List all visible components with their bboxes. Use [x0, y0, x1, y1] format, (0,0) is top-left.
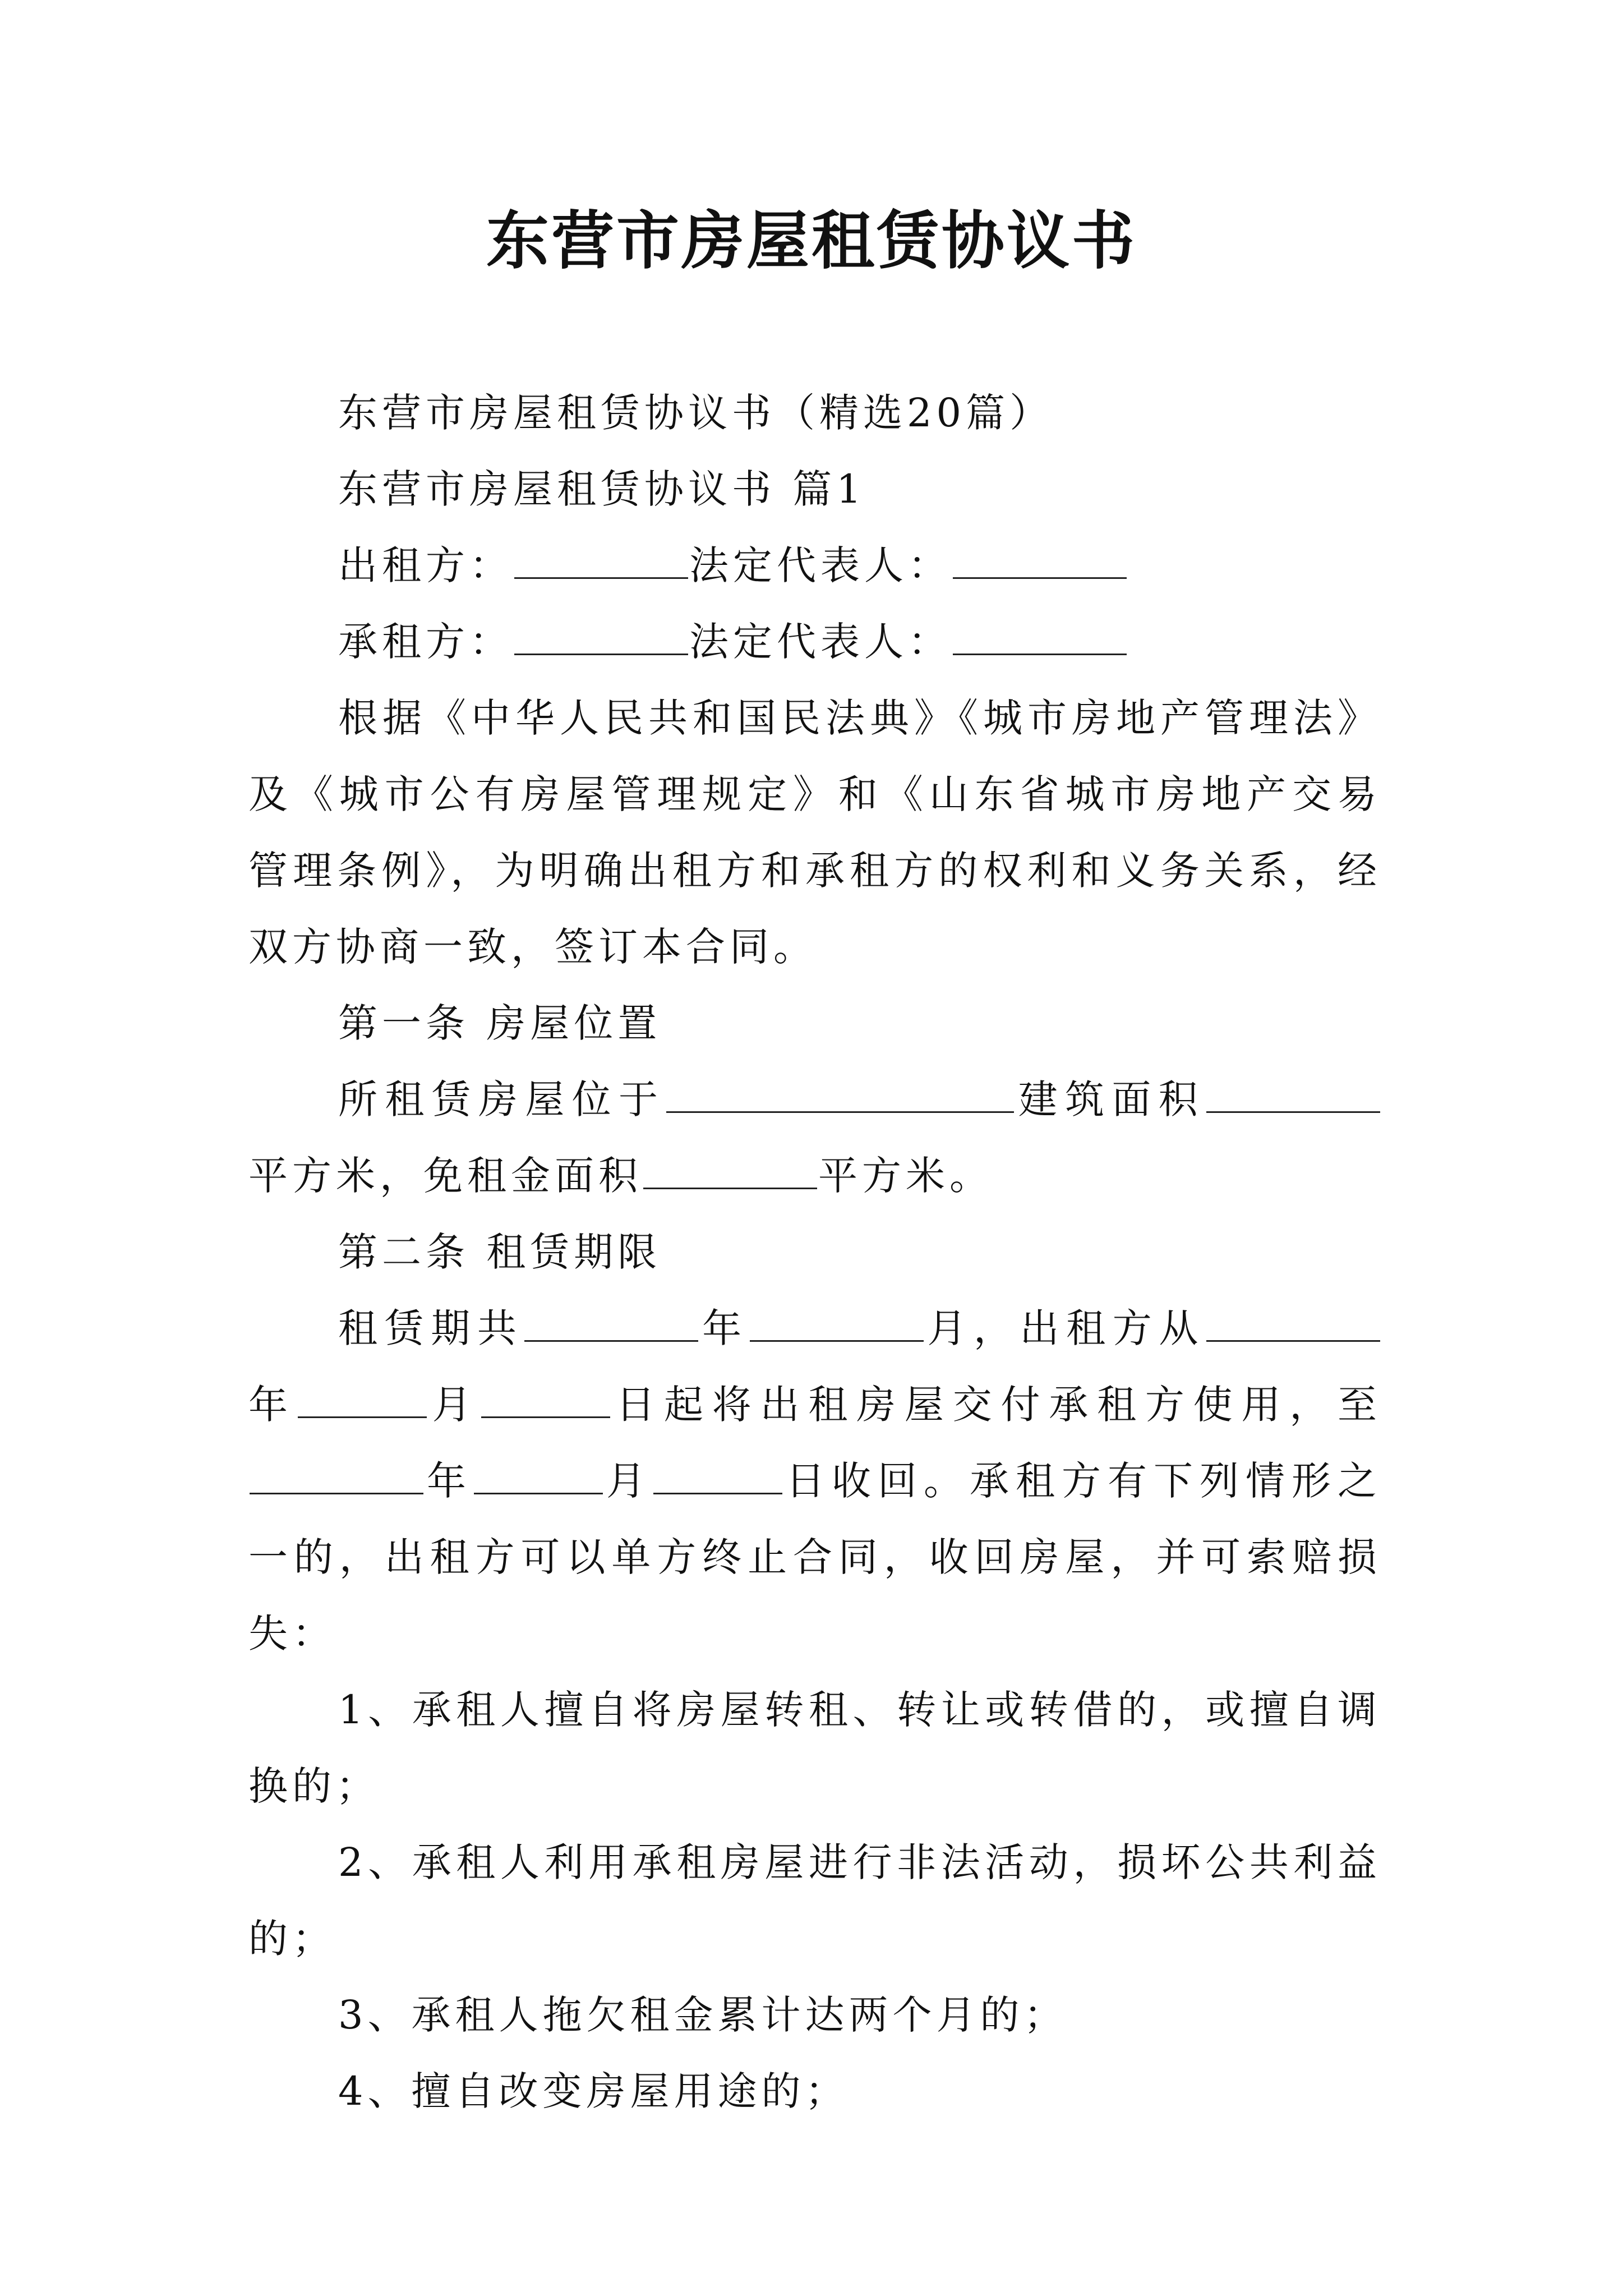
document-title: 东营市房屋租赁协议书: [486, 204, 1137, 278]
article2-text-6: 日起将出租房屋交付承租方使用，至: [611, 1382, 1382, 1428]
termination-item-2: 2、承租人利用承租房屋进行非法活动，损坏公共利益的；: [248, 1839, 1381, 1962]
preamble-paragraph: 根据《中华人民共和国民法典》《城市房地产管理法》及《城市公有房屋管理规定》和《山东省城市房地产交易管理条例》，为明确出租方和承租方的权利和义务关系，经双方协商一致，签订本合同。: [248, 695, 1381, 970]
termination-item-4: 4、擅自改变房屋用途的；: [338, 2068, 849, 2114]
start-year-blank: [1206, 1301, 1380, 1342]
document-body: [248, 375, 1381, 2129]
article1-paragraph: [248, 1061, 1381, 1214]
rent-free-area-blank: [643, 1148, 817, 1189]
start-month-blank: [298, 1377, 427, 1418]
end-day-blank: [653, 1453, 782, 1494]
article1-text-1: 所租赁房屋位于: [338, 1076, 666, 1122]
building-area-blank: [1206, 1072, 1380, 1113]
term-years-blank: [524, 1301, 698, 1342]
term-months-blank: [750, 1301, 924, 1342]
lessor-line: [248, 527, 1381, 604]
lessor-rep-label: 法定代表人：: [689, 542, 952, 588]
article2-text-3: 月，出租方从: [924, 1305, 1206, 1351]
lessor-rep-blank: [953, 538, 1127, 579]
lessee-line: [248, 604, 1381, 680]
article2-paragraph: [248, 1290, 1381, 1672]
lessee-name-blank: [514, 614, 688, 655]
article1-heading: 第一条 房屋位置: [338, 1000, 662, 1046]
article1-text-3: 平方米，免租金面积: [248, 1153, 642, 1199]
termination-item-1: 1、承租人擅自将房屋转租、转让或转借的，或擅自调换的；: [248, 1687, 1381, 1809]
lessee-rep-label: 法定代表人：: [689, 619, 952, 665]
lessee-label: 承租方：: [338, 619, 513, 665]
article2-text-2: 年: [699, 1305, 749, 1351]
article2-text-8: 月: [604, 1458, 652, 1504]
article2-text-1: 租赁期共: [338, 1305, 524, 1351]
article2-text-9: 日收回。承租方有下列情形之一的，出租方可以单方终止合同，收回房屋，并可索赔损失：: [248, 1458, 1381, 1657]
end-year-blank: [250, 1453, 423, 1494]
end-month-blank: [474, 1453, 603, 1494]
document-subtitle: 东营市房屋租赁协议书（精选20篇）: [338, 390, 1054, 436]
lessor-label: 出租方：: [338, 542, 513, 588]
lessee-rep-blank: [953, 614, 1127, 655]
house-location-blank: [666, 1072, 1014, 1113]
lessor-name-blank: [514, 538, 688, 579]
article2-text-4: 年: [248, 1382, 297, 1428]
article2-text-7: 年: [425, 1458, 473, 1504]
termination-item-3: 3、承租人拖欠租金累计达两个月的；: [338, 1992, 1068, 2038]
article1-text-2: 建筑面积: [1015, 1076, 1206, 1122]
article1-text-4: 平方米。: [818, 1153, 993, 1199]
article2-heading: 第二条 租赁期限: [338, 1229, 662, 1275]
start-day-blank: [481, 1377, 610, 1418]
section-heading: 东营市房屋租赁协议书 篇1: [338, 466, 866, 512]
article2-text-5: 月: [427, 1382, 481, 1428]
